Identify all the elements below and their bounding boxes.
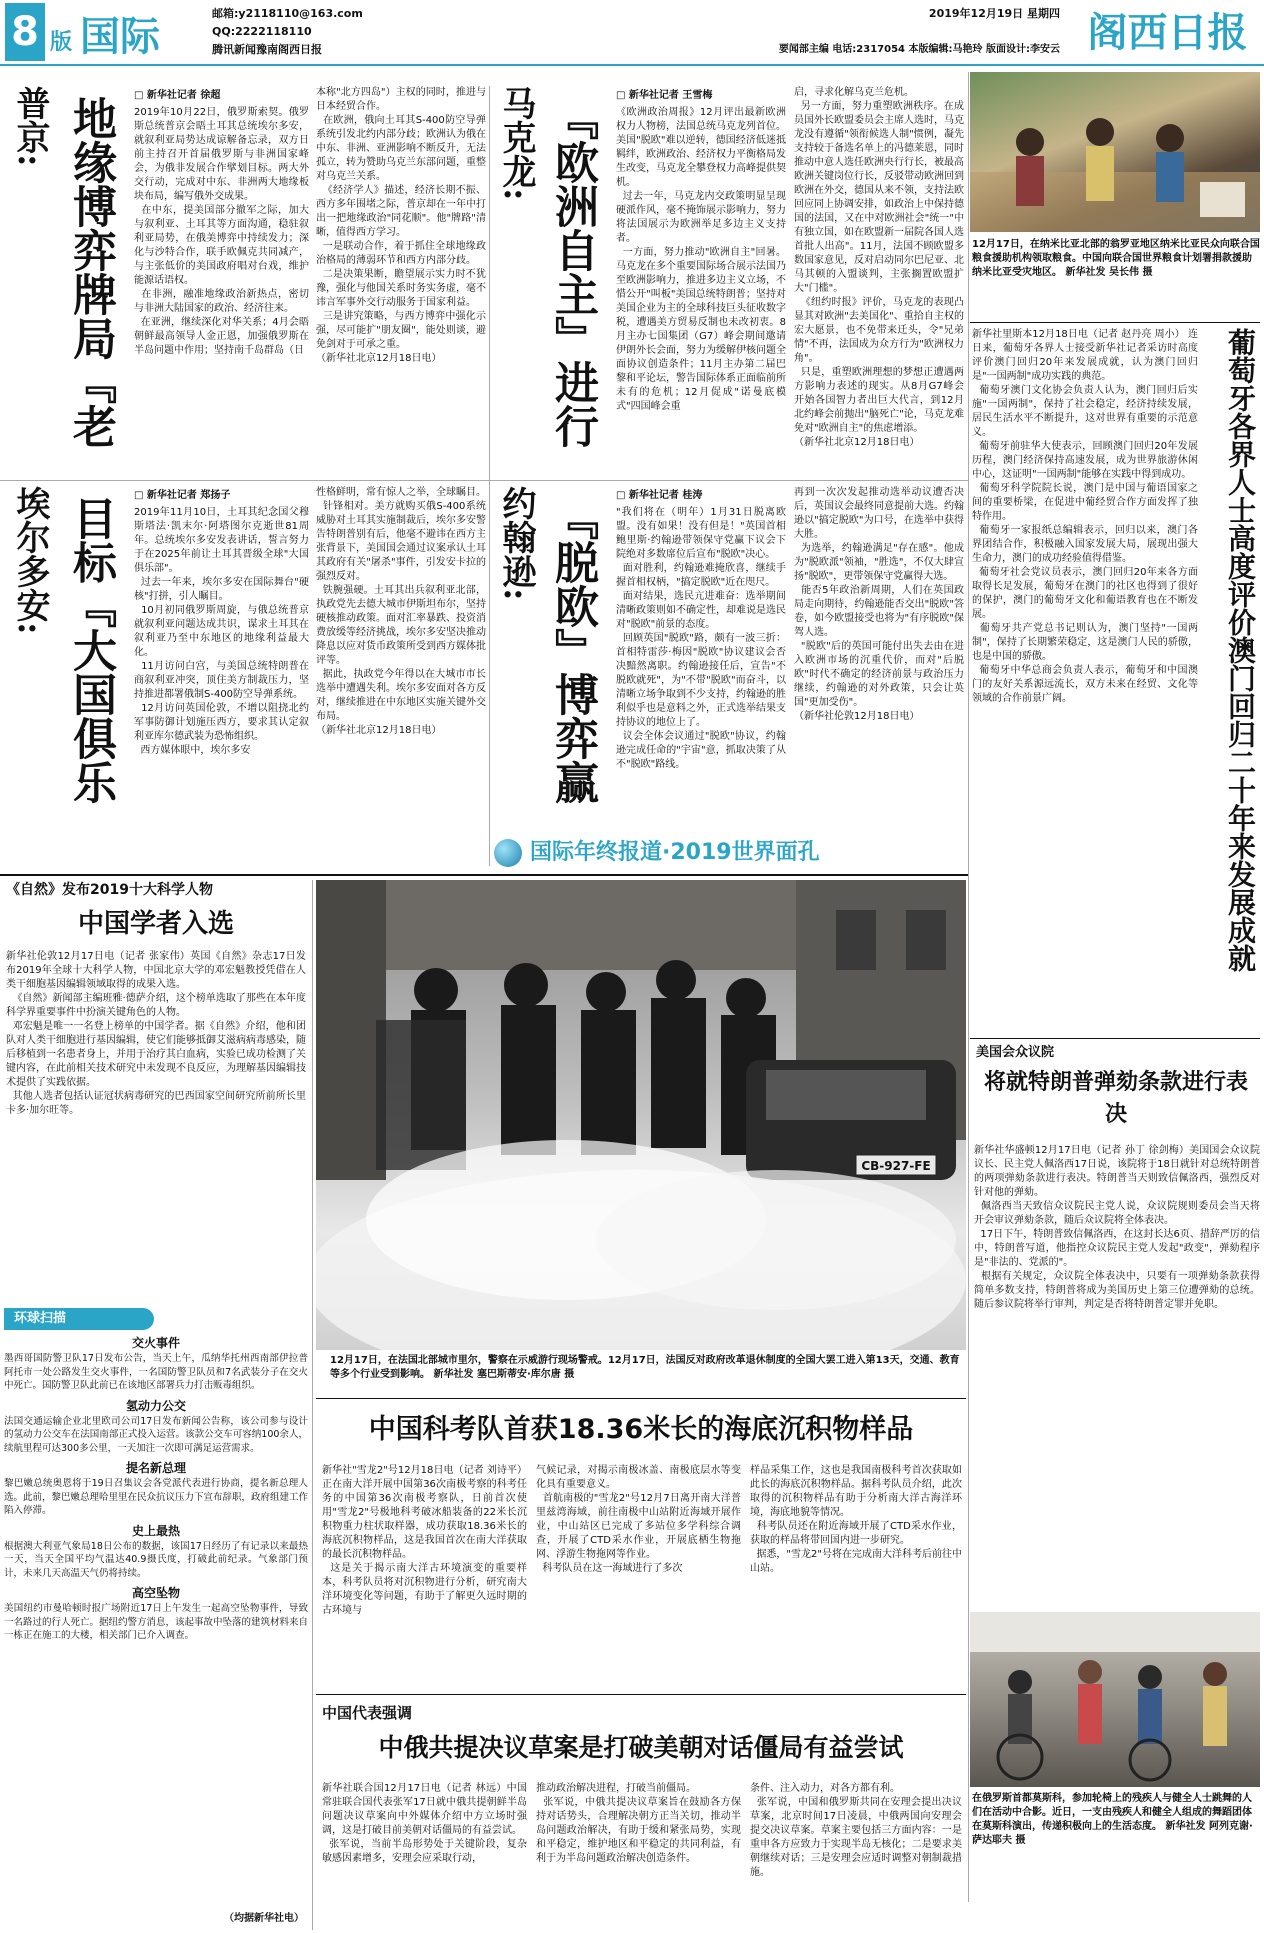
world-scan-items <box>4 1334 308 1910</box>
wheelchair-credit: 新华社发 阿列克谢·萨达耶夫 摄 <box>972 1821 1253 1846</box>
sediment-col3: 样品采集工作，这也是我国南极科考首次获取如此长的海底沉积物样品。据科考队员介绍，此次取得的沉积物样品有助于分析南大洋古海洋环境，海底地貌等情况。 科考队员还在附近海域开展了CTD采水作业，获取的样品将带回国内进一步研究。 据悉，"雪龙2"号将在完成南大洋科考后前往中山站。 <box>750 1465 962 1574</box>
wheelchair-dance-photo <box>970 1612 1260 1787</box>
designer-label: 版面设计:李安云 <box>986 44 1060 55</box>
putin-col1: 2019年10月22日，俄罗斯索契。俄罗斯总统普京会晤土耳其总统埃尔多安，就叙利亚局势达成谅解备忘录，双方日前主持召开首届俄罗斯与非洲国家峰会，为俄非发展合作擘划目标。两大外交行动，完成对中东、非洲两大地缘板块布局，编写俄外交成果。 在中东，提美国部分撤军之际，加大与叙利亚、土耳其等方面沟通，稳驻叙利亚局势，在俄美博弈中持续发力；深化与沙特合作，联手欧佩克共同减产，与主张低价的美国政府唱对台戏，维护能源话语权。 在非洲，融准地缘政治新热点，密切与非洲大陆国家的政治、经济往来。 在亚洲，继续深化对华关系；4月会晤朝鲜最高领导人金正恩，加强俄罗斯在半岛问题中作用；坚持南千岛群岛（日 <box>134 107 309 356</box>
editor-label: 要闻部主编 <box>778 44 829 55</box>
divider-horizontal-top <box>0 480 968 481</box>
license-plate-text: CB-927-FE <box>861 1159 931 1173</box>
erdogan-col1: 2019年11月10日，土耳其纪念国父穆斯塔法·凯末尔·阿塔图尔克逝世81周年。总统埃尔多安发表讲话，誓言努力于在2025年前让土耳其晋级全球"大国俱乐部"。 过去一年来，埃尔多安在国际舞台"硬核"打拼，引人瞩目。 10月初同俄罗斯周旋，与俄总统普京就叙利亚问题达成共识，谋求土耳其在叙利亚乃至中东地区的地缘利益最大化。 11月访问白宫，与美国总统特朗普在商叙利亚冲突，顶住美方制裁压力，坚持推进都署俄制S-400防空导弹系统。 12月访问英国伦敦，不增以阻挠北约军事防御计划施压西方，要求其认定叙利亚库尔德武装为恐怖组织。 西方媒体眼中，埃尔多安 <box>134 507 309 756</box>
divider-sediment <box>316 1694 966 1695</box>
world-scan-item <box>4 1459 308 1518</box>
sediment-col1: 新华社"雪龙2"号12月18日电（记者 刘诗平）正在南大洋开展中国第36次南极考察的科考任务的中国第36次南极考察队，日前首次使用"雪龙2"号极地科考破冰船装备的22米长沉积物重力柱状取样器，成功获取18.36米长的海底沉积物样品，这是我国首次在南大洋获取的最长沉积物样品。 这是关于揭示南大洋古环境演变的重要样本，科考队员将对沉积物进行分析，研究南大洋环境变化等问题，有助于了解更久远时期的古环境与 <box>322 1465 527 1616</box>
france-protest-photo <box>316 880 966 1350</box>
korea-col2: 推动政治解决进程，打破当前僵局。 张军说，中俄共提决议草案旨在鼓励各方保持对话势头，合理解决朝方正当关切，推动半岛问题政治解决，有助于缓和紧张局势，实现和平稳定，维护地区和平稳定的共同利益，有利于为半岛问题政治解决创造条件。 <box>536 1783 741 1864</box>
article-korea <box>316 1698 966 1930</box>
world-scan-item <box>4 1522 308 1581</box>
article-macau <box>970 328 1264 1038</box>
science-kicker: 《自然》发布2019十大科学人物 <box>6 882 213 898</box>
article-us-house <box>970 1044 1262 1609</box>
us-house-title: 将就特朗普弹劾条款进行表决 <box>983 1069 1248 1127</box>
science-title: 中国学者入选 <box>77 909 234 939</box>
article-sediment <box>316 1402 966 1692</box>
food-aid-credit: 新华社发 吴长伟 摄 <box>1065 267 1153 278</box>
world-scan-item-body: 美国纽约市曼哈顿时报广场附近17日上午发生一起高空坠物事件，导致一名路过的行人死亡。据纽约警方消息，该起事故中坠落的建筑材料来自一栋正在施工的大楼，相关部门已介入调查。 <box>4 1603 308 1641</box>
science-body: 新华社伦敦12月17日电（记者 张家伟）英国《自然》杂志17日发布2019年全球十大科学人物，中国北京大学的邓宏魁教授凭借在人类干细胞基因编辑领域取得的成果入选。 《自然》新闻部主编班雅·德萨介绍，这个榜单选取了那些在本年度科学界重要事件中扮演关键角色的人物。 邓宏魁是唯一一名登上榜单的中国学者。据《自然》介绍，他和团队对人类干细胞进行基因编辑，使它们能够抵御艾滋病病毒感染，随后移植到一名患者身上，并用于治疗其白血病，实验已成功检测了关键内容，在此前相关技术研究中未发现不良反应，为理解基因编辑技术提供了实践依据。 其他人选者包括认证冠状病毒研究的巴西国家空间研究所前所长里卡多·加尔旺等。 <box>6 951 306 1116</box>
erdogan-person: 埃尔多安: <box>10 486 50 635</box>
macron-col2: 启，寻求化解乌克兰危机。 另一方面，努力重塑欧洲秩序。在成员国外长欧盟委员会主席人选时，马克龙没有遵循"领衔候选人制"惯例，凝先支持较于备选名单上的冯德莱恩，同时推动中意人选任欧洲央行行长，被最高欧洲关键岗位行长，反驳带动欧洲回到欧洲在外交，德国从来不领，支持法欧回应同上协调安排，如政治上中保持德国的法国，又在中对欧洲社会"统一"中有独立国，如在欧盟新一届院各国人选首批人出高"。11月，法国不顾欧盟多数国家意见，反对启动同尔巴尼亚、北马其顿的入盟谈判，主张搁置欧盟扩大"门槛"。 《纽约时报》评价，马克龙的表现凸显其对欧洲"去美国化"、重拾自主权的宏大愿景，也不免带来迁头，令"兄弟情"不再，法国成为众方行为"欧洲权力角"。 只是，重塑欧洲理想的梦想正遭遇两方影响力表述的现实。从8月G7峰会开始各国智力者出巨大代言，到12月北约峰会前抛出"脑死亡"论，马克龙难免对"欧洲自主"的焦虑增添。 （新华社北京12月18日电） <box>794 87 964 448</box>
korea-kicker: 中国代表强调 <box>322 1704 413 1722</box>
header-rule <box>0 64 1264 66</box>
erdogan-col2: 性格鲜明，常有惊人之举，全球瞩目。 针锋相对。美方就购买俄S-400系统威胁对土耳其实施制裁后，埃尔多安警告特朗普别有后，他毫不避讳在西方主张背景下，美国国会通过议案承认土耳其政府有关"屠杀"事件，引发安卡拉的强烈反对。 铁腕强硬。土耳其出兵叙利亚北部，执政党先去德大城市伊斯坦布尔，坚持硬核推动政策。面对汇率暴跌、投资消费放缓等经济挑战，埃尔多安坚决推动降息以应对货币政策所受到西方媒体批评等。 据此，执政党今年得以在大城市市长选举中遭遇失利。埃尔多安面对各方反对，继续推进在中东地区实施关键外交布局。 （新华社北京12月18日电） <box>316 487 486 736</box>
erdogan-title: 目标『大国俱乐 <box>65 496 116 804</box>
editor2-label: 本版编辑:马艳玲 <box>908 44 983 55</box>
us-house-body: 新华社华盛顿12月17日电（记者 孙丁 徐剑梅）美国国会众议院议长、民主党人佩洛西17日说，该院将于18日就针对总统特朗普的两项弹劾条款进行表决。特朗普当天则致信佩洛西，强烈反对针对他的弹劾。 佩洛西当天致信众议院民主党人说，众议院规则委员会当天将开会审议弹劾条款，随后众议院将全体表决。 17日下午，特朗普致信佩洛西，在这封长达6页、措辞严厉的信中，特朗普写道，他指控众议院民主党人发起"政变"，弹劾程序是"非法的、党派的"。 根据有关规定，众议院全体表决中，只要有一项弹劾条款获得简单多数支持，特朗普将成为美国历史上第三位遭弹劾的总统。随后参议院将举行审判，判定是否将特朗普定罪并免职。 <box>974 1145 1260 1310</box>
world-scan-item-body: 黎巴嫩总统奥恩将于19日召集议会各党派代表进行协商，提名新总理人选。此前，黎巴嫩总理哈里里在民众抗议压力下宣布辞职，政府组建工作陷入停滞。 <box>4 1478 308 1516</box>
world-scan-item-head: 史上最热 <box>131 1523 180 1538</box>
page-number-box: 8 <box>5 3 45 61</box>
world-scan-title: 环球扫描 <box>14 1311 67 1326</box>
world-scan-header <box>4 1308 154 1330</box>
macron-title: 『欧洲自主』进行 <box>547 96 598 448</box>
johnson-byline: □ 新华社记者 桂涛 <box>616 490 703 501</box>
korea-col1: 新华社联合国12月17日电（记者 林远）中国常驻联合国代表张军17日就中俄共提朝鲜半岛问题决议草案向中外媒体介绍中方立场时强调，这是打破目前美朝对话僵局的有益尝试。 张军说，当前半岛形势处于关键阶段，复杂敏感因素增多，安理会应采取行动， <box>322 1783 527 1864</box>
world-scan-item <box>4 1397 308 1456</box>
world-scan-item-body: 根据澳大利亚气象局18日公布的数据，该国17日经历了有记录以来最热一天，当天全国平均气温达40.9摄氏度，打破此前纪录。气象部门预计，未来几天高温天气仍将持续。 <box>4 1540 308 1579</box>
macau-body: 新华社里斯本12月18日电（记者 赵丹亮 周小） 连日来，葡萄牙各界人士接受新华社记者采访时高度评价澳门回归20年来发展成就，认为澳门回归是"一国两制"成功实践的典范。 葡萄牙澳门文化协会负责人认为，澳门回归后实施"一国两制"，保持了社会稳定，经济持续发展，居民生活水平不断提升，这对世界有重要的示范意义。 葡萄牙前驻华大使表示，回顾澳门回归20年发展历程，澳门经济保持高速发展，成为世界旅游休闲中心，这证明"一国两制"能够在实践中得到成功。 葡萄牙科学院院长说，澳门是中国与葡语国家之间的重要桥梁，在促进中葡经贸合作方面发挥了独特作用。 葡萄牙一家报纸总编辑表示，回归以来，澳门各界团结合作，积极融入国家发展大局，展现出强大生命力，澳门的成功经验值得借鉴。 葡萄牙社会党议员表示，澳门回归20年来各方面取得长足发展，葡萄牙在澳门的社区也得到了很好的保护，澳门的葡萄牙文化和葡语教育也在不断发展。 葡萄牙共产党总书记则认为，澳门坚持"一国两制"，保持了长期繁荣稳定，这是澳门人民的骄傲，也是中国的骄傲。 葡萄牙中华总商会负责人表示，葡萄牙和中国澳门的友好关系源远流长，双方未来在经贸、文化等领域的合作前景广阔。 <box>972 329 1198 704</box>
article-putin <box>0 86 490 476</box>
wheelchair-dance-svg <box>970 1612 1260 1787</box>
section-title: 国际 <box>80 13 160 60</box>
date-line <box>860 6 1060 22</box>
korea-col3: 条件、注入动力，对各方都有利。 张军说，中国和俄罗斯共同在安理会提出决议草案，北京时间17日凌晨，中俄两国向安理会提交决议草案。草案主要包括三方面内容：一是重申各方应致力于实现半岛无核化；二是要求美朝继续对话；三是安理会应适时调整对朝制裁措施。 <box>750 1783 962 1878</box>
article-erdogan <box>0 486 490 866</box>
world-scan-item-body: 法国交通运输企业北里欧司公司17日发布新闻公告称，该公司参与设计的氢动力公交车在法国南部正式投入运营。该款公交车可容纳100余人，续航里程可达300多公里，一天加注一次即可满足运营需求。 <box>4 1415 308 1454</box>
france-credit: 新华社发 塞巴斯蒂安·库尔唐 摄 <box>433 1369 575 1380</box>
ban-label: 版 <box>50 30 73 55</box>
food-aid-photo-svg <box>970 72 1260 232</box>
globe-icon <box>494 839 522 867</box>
france-protest-svg <box>316 880 966 1350</box>
year-end-banner <box>492 836 967 870</box>
header-bar <box>0 0 1264 66</box>
banner-text: 国际年终报道·2019世界面孔 <box>530 840 820 865</box>
food-aid-caption <box>972 238 1260 316</box>
wheelchair-caption-text: 在俄罗斯首都莫斯科，参加轮椅上的残疾人与健全人士跳舞的人们在活动中合影。近日，一支由残疾人和健全人组成的舞蹈团体在莫斯科演出，传递积极向上的生活态度。 <box>972 1793 1252 1832</box>
world-scan-item <box>4 1334 308 1393</box>
johnson-person: 约翰逊: <box>496 486 536 601</box>
sediment-title: 中国科考队首获18.36米长的海底沉积物样品 <box>368 1414 914 1445</box>
phone-label: 电话:2317054 <box>832 44 906 55</box>
france-caption-text: 12月17日，在法国北部城市里尔，警察在示威游行现场警戒。12月17日，法国反对政府改革退休制度的全国大罢工进入第13天，交通、教育等多个行业受到影响。 <box>330 1355 960 1380</box>
johnson-col1: "我们将在（明年）1月31日脱离欧盟。没有如果！没有但是！"英国首相鲍里斯·约翰逊带领保守党赢下议会下院绝对多数席位后宣布"脱欧"决心。 面对胜利，约翰逊难掩欣喜，继续手握首相权柄，"搞定脱欧"近在咫尺。 面对结果，选民亢进难奋：选举期间清晰政策则如不确定性，却难说是选民对"脱欧"前景的态度。 回顾英国"脱欧"路，颇有一波三折：首相特雷莎·梅因"脱欧"协议建议会否决黯然离职。约翰逊接任后，宣告"不脱欧就死"，为"不带"脱欧"而奋斗，以清晰立场争取到不少支持，约翰逊的胜利似乎也是意料之外，正式选举结果支持协议的地位上了。 议会全体会议通过"脱欧"协议，约翰逊完成任命的"宇宙"意，抓取决策了从不"脱欧"路线。 <box>616 507 786 770</box>
food-aid-photo <box>970 72 1260 232</box>
macron-person: 马克龙: <box>496 86 536 201</box>
johnson-col2: 再到一次次发起推动选举动议遭否决后，英国议会最终同意提前大选。约翰逊以"搞定脱欧"为口号，在选举中获得大胜。 为选举，约翰逊满足"存在感"。他成为"脱欧派"领袖，"胜选"，不仅大肆宣扬"脱欧"，更带领保守党赢得大选。 能否5年政治新周期，人们在英国政局走向期待，约翰逊能否交出"脱欧"答卷，如今欧盟接受也将为"有序脱欧"保驾人选。 "脱欧"后的英国可能付出失去由在进入欧洲市场的沉重代价，而对"后脱欧"时代不确定的经济前景与政治压力继续，约翰逊的对外政策，只会让英国"更加受伤"。 （新华社伦敦12月18日电） <box>794 487 964 722</box>
food-aid-caption-text: 12月17日，在纳米比亚北部的翁罗亚地区纳米比亚民众向联合国粮食援助机构领取粮食。中国向联合国世界粮食计划署捐款援助纳米比亚受灾地区。 <box>972 239 1260 278</box>
world-scan-item <box>4 1584 308 1643</box>
world-scan-item-body: 墨西哥国防警卫队17日发布公告，当天上午，瓜纳华托州西南部伊拉普阿托市一处公路发生交火事件，一名国防警卫队员和7名武装分子在交火中死亡。国防警卫队此前已在该地区部署兵力打击贩毒组织。 <box>4 1353 308 1391</box>
editor-line <box>660 42 1060 58</box>
divider-vertical-right <box>968 72 969 1902</box>
macron-col1: 《欧洲政治周报》12月评出最新欧洲权力人物榜，法国总统马克龙列首位。美国"脱欧"难以逆转，德国经济低迷抵羁绊，欧洲政治、经济权力平衡格局发生改变，马克龙全攀登权力高峰提供契机。 过去一年，马克龙内交政策明显呈现硬派作风，毫不掩饰展示影响力，努力将法国展示为欧洲举足多边主义支持者。 一方面，努力推动"欧洲自主"回暑。马克龙在多个重要国际场合展示法国乃至欧洲影响力，推进多边主义立场，不惜公开"叫板"美国总统特朗普；坚持对美国企业为主的全球科技巨头征收数字税，遭遇美方贸易反制也未改初衷。8月主办七国集团（G7）峰会期间邀请伊朗外长会面，努力为缓解伊核问题全面协议创造条件；11月主办第二届巴黎和平论坛，警告国际体系正面临前所未有的危机；12月促成"诺曼底模式"四国峰会重 <box>616 107 786 412</box>
korea-title: 中俄共提决议草案是打破美朝对话僵局有益尝试 <box>378 1733 904 1762</box>
world-scan-item-head: 高空坠物 <box>131 1586 180 1600</box>
putin-byline: □ 新华社记者 徐超 <box>134 90 221 101</box>
putin-col2: 本称"北方四岛"）主权的同时，推进与日本经贸合作。 在欧洲，俄向土耳其S-400防空导弹系统引发北约内部分歧；欧洲认为俄在中东、非洲、亚洲影响不断反升，无法孤立，转为赞助乌克兰东部问题，重整对乌克兰关系。 《经济学人》描述，经济长期不振、西方多年围堵之际，普京却在一年中打出一把地缘政治"同花顺"。他"牌路"清晰，值得西方学习。 一是联动合作，着于抓住全球地缘政治格局的薄弱环节和西方内部分歧。 二是决策果断，瞻望展示实力时不犹豫，强化与他国关系时务实务虚，毫不讳言军事外交行动服务于国家利益。 三是讲究策略，与西方博弈中强化示强，尽可能扩"朋友圈"，能处则谈，避免剑对于可承之重。 （新华社北京12月18日电） <box>316 87 486 364</box>
france-photo-caption <box>330 1354 960 1396</box>
johnson-title: 『脱欧』博弈赢 <box>547 496 598 804</box>
masthead-logo: 阁西日报 <box>1087 9 1248 56</box>
divider-right-2 <box>970 1038 1260 1039</box>
divider-horizontal-mid <box>0 874 968 876</box>
erdogan-byline: □ 新华社记者 郑扬子 <box>134 490 231 501</box>
world-scan-item-head: 交火事件 <box>131 1336 180 1350</box>
us-house-kicker: 美国会众议院 <box>976 1045 1055 1060</box>
macau-title: 葡萄牙各界人士高度评价澳门回归二十年来发展成就 <box>1224 328 1257 972</box>
qq-line: QQ:2222118110 <box>212 25 312 38</box>
cooperation-line: 腾讯新闻豫南阁西日报 <box>212 43 322 56</box>
email-line: 邮箱:y2118110@163.com <box>212 7 363 20</box>
wheelchair-caption <box>972 1792 1260 1872</box>
article-science <box>0 880 310 1260</box>
divider-right-1 <box>970 322 1260 323</box>
article-macron <box>492 86 967 476</box>
world-scan-item-head: 氢动力公交 <box>125 1398 186 1413</box>
world-scan-box <box>4 1308 308 1928</box>
world-scan-footer: （均据新华社电） <box>224 1913 304 1924</box>
putin-person: 普京: <box>10 86 50 167</box>
article-johnson <box>492 486 967 831</box>
putin-title: 地缘博弈牌局『老 <box>65 96 116 448</box>
weekday: 星期四 <box>1027 7 1060 20</box>
macron-byline: □ 新华社记者 王雪梅 <box>616 90 713 101</box>
sediment-col2: 气候记录，对揭示南极冰盖、南极底层水等变化具有重要意义。 首航南极的"雪龙2"号12月7日离开南大洋普里兹湾海域，前往南极中山站附近海域开展作业，中山站区已完成了多站位多学科综合调查，开展了CTD采水作业，开展底栖生物拖网、浮游生物拖网等作业。 科考队员在这一海域进行了多次 <box>536 1465 741 1574</box>
divider-vertical-left-bottom <box>312 880 313 1930</box>
world-scan-item-head: 提名新总理 <box>125 1461 186 1475</box>
date: 2019年12月19日 <box>928 7 1024 20</box>
divider-france <box>316 1398 966 1399</box>
